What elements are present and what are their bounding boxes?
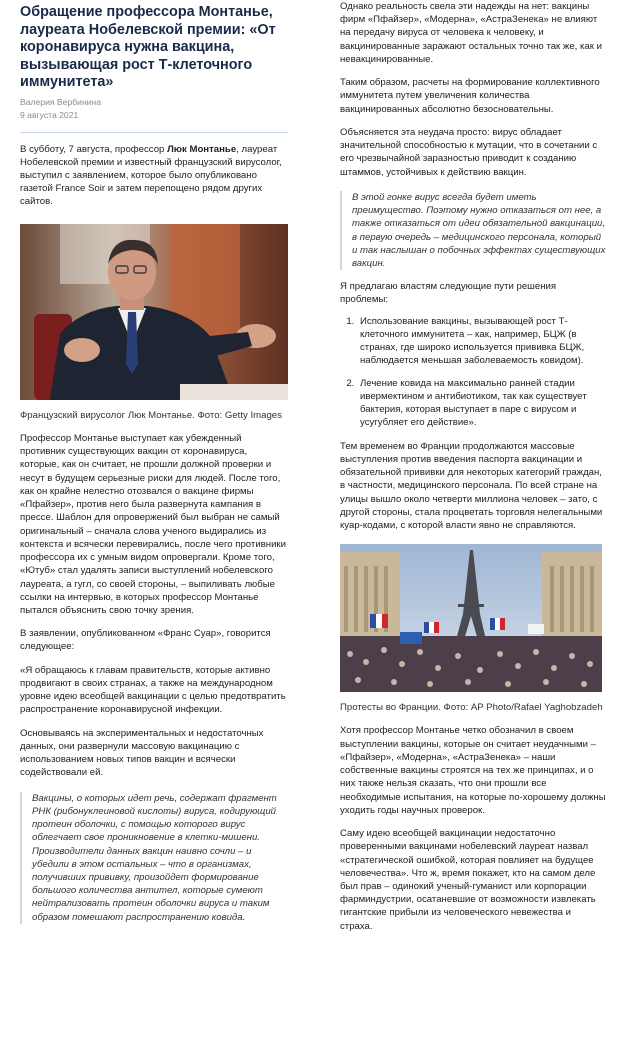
right-blockquote: В этой гонке вирус всегда будет иметь преимущество. Поэтому нужно отказаться от нее, а также отказаться от идеи обязательной вакцинации, в первую очередь – медицинского персонала, который и так наслышан о побочных эффектах существующих вакцин. [340,191,606,270]
article-author[interactable]: Валерия Вербинина [20,96,102,107]
left-paragraph-4: Основываясь на экспериментальных и недостаточных данных, они развернули массовую вакцинацию с использованием новых типов вакцин и всячески содействовали ей. [20,727,264,779]
protest-photo [340,544,602,692]
right-paragraph-2: Таким образом, расчеты на формирование коллективного иммунитета путем увеличения количества вакцинированных абсолютно безосновательны. [340,77,600,115]
left-column [20,0,288,924]
left-paragraph-1: Профессор Монтанье выступает как убежденный противник существующих вакцин от коронавируса, которые, как он считает, не прошли должной проверки и несут в будущем серьезные риски для людей. После того, как он крайне нелестно отозвался о вакцине фирмы «Пфайзер», против него была развернута кампания в прессе. Шаблон для опровержений был выбран не самый оригинальный – сначала слова ученого выдирались из контекста и всячески перевирались, после чего противники профессора их с умным видом опровергали. Кроме того, «Ютуб» стал удалять записи выступлений нобелевского лауреата, а гугл, со своей стороны, – выпиливать любые ссылки на интервью, в которых профессор Монтанье пытался объяснить свою точку зрения. [20,432,286,616]
left-paragraph-3: «Я обращаюсь к главам правительств, которые активно продвигают в своих странах, а также на международном уровне идею всеобщей вакцинации с целью предотвратить распространение коронавирусной инфекции. [20,664,286,716]
article-date: 9 августа 2021 [20,109,79,120]
right-paragraph-4: Я предлагаю властям следующие пути решения проблемы: [340,281,557,306]
left-paragraph-2: В заявлении, опубликованном «Франс Суар», говорится следующее: [20,628,271,653]
right-paragraph-1: Однако реальность свела эти надежды на нет: вакцины фирм «Пфайзер», «Модерна», «АстраЗенека» не влияют на передачу вируса от человека к человеку, и вакцинированные заражают остальных точно так же, как и невакцинированные. [340,1,602,65]
article-title: Обращение профессора Монтанье, лауреата Нобелевской премии: «От коронавируса нужна вакцина, вызывающая рост Т-клеточного иммунитета» [20,4,276,91]
solutions-list [340,315,606,430]
person-name: Люк Монтанье [167,143,237,155]
right-paragraph-3: Объясняется эта неудача просто: вирус обладает значительной способностью к мутации, что в сочетании с его чрезвычайной заразностью приводит к созданию штаммов, устойчивых к действию вакцин. [340,126,598,178]
list-item: 2. Лечение ковида на максимально ранней стадии ивермектином и антибиотиком, так как существует бактерия, которая выступает в паре с вирусом и усугубляет его действие». [357,377,606,430]
protest-photo-image [340,544,602,692]
intro-paragraph: В субботу, 7 августа, профессор Люк Монтанье, лауреат Нобелевской премии и известный французский вирусолог, выступил с заявлением, которое было опубликовано газетой France Soir и затем перепощено рядом других сайтов. [20,143,282,208]
right-column [340,0,606,933]
list-item: 1. Использование вакцины, вызывающей рост Т-клеточного иммунитета – как, например, БЦЖ (в странах, где широко используется прививка БЦЖ, наблюдается меньшая заболеваемость ковидом). [357,315,606,368]
left-blockquote: Вакцины, о которых идет речь, содержат фрагмент РНК (рибонуклеиновой кислоты) вируса, кодирующий протеин оболочки, с помощью которого вирус облегчает свое проникновение в клетки-мишени. Производители данных вакцин наивно сочли – и убедили в этом остальных – что в организмах, получивших прививку, произойдет формирование большого количества антител, которые сумеют нейтрализовать протеин оболочки вируса и таким образом помешают распространению ковида. [20,792,288,924]
photo2-caption: Протесты во Франции. Фото: AP Photo/Rafael Yaghobzadeh [340,702,603,714]
title-separator [20,132,288,133]
right-paragraph-7: Саму идею всеобщей вакцинации недостаточно проверенными вакцинами нобелевский лауреат назвал «стратегической ошибкой, которая повлияет на будущее человечества». Что ж, время покажет, кто на самом деле был прав – одинокий ученый-гуманист или корпорации фарминдустрии, осатаневшие от возможности извлекать гигантские прибыли из человеческого невежества и страха. [340,828,596,932]
montagnier-photo-image [20,224,288,400]
right-paragraph-6: Хотя профессор Монтанье четко обозначил в своем выступлении вакцины, которые он считает неудачными – «Пфайзер», «Модерна», «АстраЗенека» – наши собственные вакцины строятся на тех же принципах, и о них также нельзя сказать, что они прошли все необходимые испытания, на которые по-хорошему должны уходить годы научных проверок. [340,725,606,816]
photo1-caption: Французский вирусолог Люк Монтанье. Фото: Getty Images [20,409,282,421]
right-paragraph-5: Тем временем во Франции продолжаются массовые выступления против введения паспорта вакцинации и обязательной прививки для некоторых категорий граждан, в частности, медицинского персонала. По всей стране на улицы вышло около четверти миллиона человек – зато, с другой стороны, стала процветать торговля нелегальными куар-кодами, с которой власти явно не справляются. [340,440,603,531]
montagnier-photo [20,224,288,400]
